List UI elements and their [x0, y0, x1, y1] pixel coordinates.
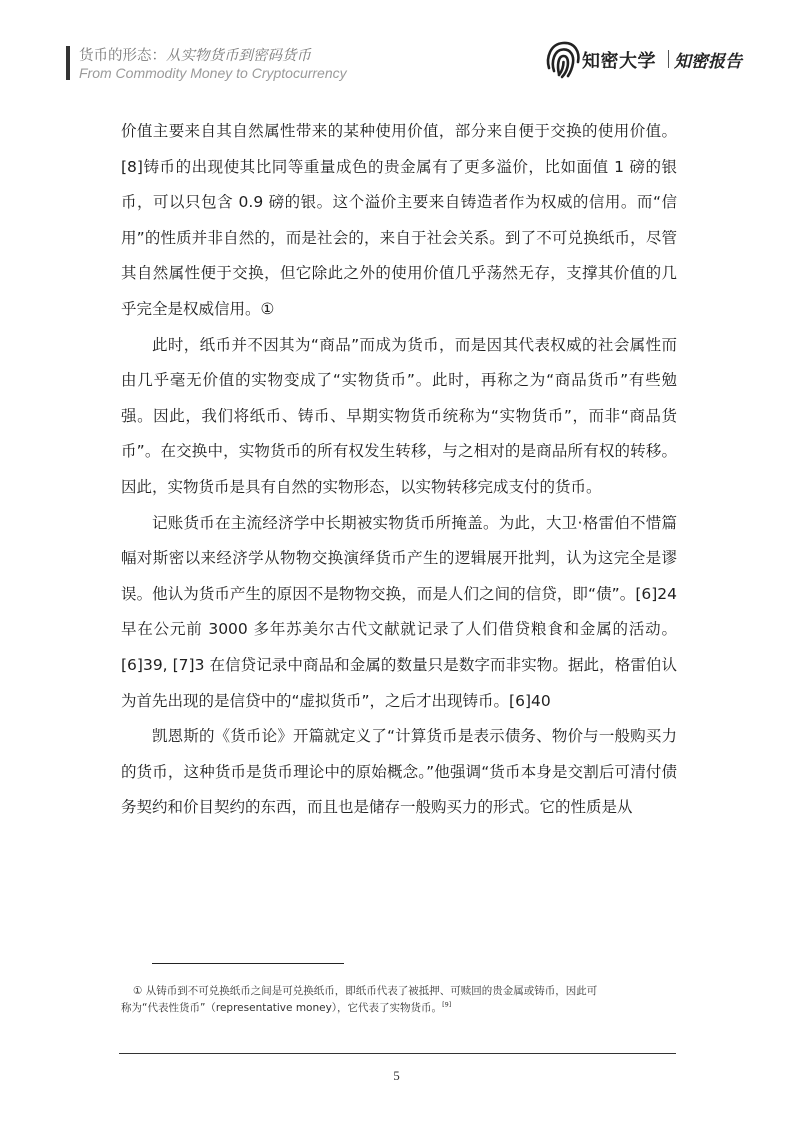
brand-logo	[544, 38, 744, 80]
footnote-line-1: ① 从铸币到不可兑换纸币之间是可兑换纸币，即纸币代表了被抵押、可赎回的贵金属或铸币，因此可	[133, 985, 598, 997]
header-accent-bar	[66, 46, 70, 80]
body-text	[121, 114, 677, 826]
header-title	[79, 44, 311, 65]
paragraph-3: 记账货币在主流经济学中长期被实物货币所掩盖。为此，大卫·格雷伯不惜篇幅对斯密以来经济学从物物交换演绎货币产生的逻辑展开批判，认为这完全是谬误。他认为货币产生的原因不是物物交换，而是人们之间的信贷，即“债”。[6]24 早在公元前 3000 多年苏美尔古代文献就记录了人们借贷粮食和金属的活动。[6]39, [7]3 在信贷记录中商品和金属的数量只是数字而非实物。据此，格雷伯认为首先出现的是信贷中的“虚拟货币”，之后才出现铸币。[6]40	[121, 513, 677, 710]
footnote	[121, 983, 677, 1017]
paragraph-4: 凯恩斯的《货币论》开篇就定义了“计算货币是表示债务、物价与一般购买力的货币，这种货币是货币理论中的原始概念。”他强调“货币本身是交割后可清付债务契约和价目契约的东西，而且也是储存一般购买力的形式。它的性质是从	[121, 727, 677, 817]
header-title-main: 从实物货币到密码货币	[166, 48, 311, 64]
footer-rule	[119, 1053, 676, 1054]
footnote-reference: [9]	[442, 1000, 452, 1009]
page-header	[0, 0, 793, 96]
footnote-separator	[152, 963, 344, 964]
logo-divider	[668, 50, 669, 68]
header-subtitle: From Commodity Money to Cryptocurrency	[79, 65, 347, 81]
header-title-prefix: 货币的形态：	[79, 48, 166, 64]
paragraph-1: 价值主要来自其自然属性带来的某种使用价值，部分来自便于交换的使用价值。[8]铸币的出现使其比同等重量成色的贵金属有了更多溢价，比如面值 1 磅的银币，可以只包含 0.9 磅的银。这个溢价主要来自铸造者作为权威的信用。而“信用”的性质并非自然的，而是社会的，来自于社会关系。到了不可兑换纸币，尽管其自然属性便于交换，但它除此之外的使用价值几乎荡然无存，支撑其价值的几乎完全是权威信用。①	[121, 122, 677, 318]
paragraph-2: 此时，纸币并不因其为“商品”而成为货币，而是因其代表权威的社会属性而由几乎毫无价值的实物变成了“实物货币”。此时，再称之为“商品货币”有些勉强。因此，我们将纸币、铸币、早期实物货币统称为“实物货币”，而非“商品货币”。在交换中，实物货币的所有权发生转移，与之相对的是商品所有权的转移。因此，实物货币是具有自然的实物形态，以实物转移完成支付的货币。	[121, 335, 677, 496]
logo-report-name: 知密报告	[674, 52, 742, 72]
fingerprint-icon	[544, 38, 582, 80]
footnote-line-2: 称为“代表性货币”（representative money），它代表了实物货币。	[121, 1002, 443, 1014]
logo-name: 知密大学	[582, 51, 656, 72]
page-number: 5	[393, 1068, 400, 1083]
